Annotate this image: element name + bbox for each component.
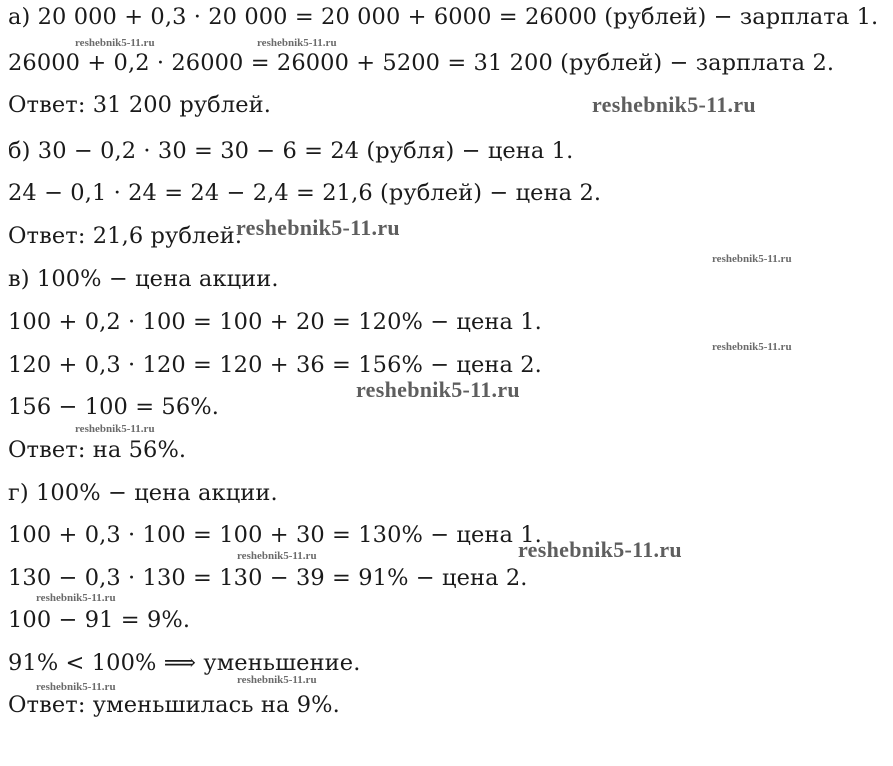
solution-line-v4: 156 − 100 = 56%. — [8, 394, 219, 420]
solution-line-b1: б) 30 − 0,2 · 30 = 30 − 6 = 24 (рубля) − цена 1. — [8, 138, 574, 164]
solution-line-g4: 100 − 91 = 9%. — [8, 607, 191, 633]
watermark: reshebnik5-11.ru — [236, 215, 400, 240]
watermark: reshebnik5-11.ru — [518, 537, 682, 562]
solution-line-g3: 130 − 0,3 · 130 = 130 − 39 = 91% − цена 2. — [8, 565, 528, 591]
solution-line-g1: г) 100% − цена акции. — [8, 480, 278, 506]
answer-a: Ответ: 31 200 рублей. — [8, 92, 271, 118]
solution-line-b2: 24 − 0,1 · 24 = 24 − 2,4 = 21,6 (рублей) − цена 2. — [8, 180, 602, 206]
solution-line-v2: 100 + 0,2 · 100 = 100 + 20 = 120% − цена 1. — [8, 309, 542, 335]
watermark: reshebnik5-11.ru — [712, 253, 792, 265]
watermark: reshebnik5-11.ru — [75, 423, 155, 435]
solution-line-g2: 100 + 0,3 · 100 = 100 + 30 = 130% − цена 1. — [8, 522, 542, 548]
watermark: reshebnik5-11.ru — [237, 674, 317, 686]
watermark: reshebnik5-11.ru — [237, 550, 317, 562]
solution-line-v1: в) 100% − цена акции. — [8, 266, 279, 292]
watermark: reshebnik5-11.ru — [36, 592, 116, 604]
answer-v: Ответ: на 56%. — [8, 437, 187, 463]
watermark: reshebnik5-11.ru — [257, 37, 337, 49]
watermark: reshebnik5-11.ru — [712, 341, 792, 353]
answer-g: Ответ: уменьшилась на 9%. — [8, 692, 340, 718]
solution-line-g5: 91% < 100% ⟹ уменьшение. — [8, 650, 361, 676]
watermark: reshebnik5-11.ru — [592, 92, 756, 117]
solution-line-a1: а) 20 000 + 0,3 · 20 000 = 20 000 + 6000 = 26000 (рублей) − зарплата 1. — [8, 4, 879, 30]
watermark: reshebnik5-11.ru — [75, 37, 155, 49]
answer-b: Ответ: 21,6 рублей. — [8, 223, 243, 249]
watermark: reshebnik5-11.ru — [356, 377, 520, 402]
watermark: reshebnik5-11.ru — [36, 681, 116, 693]
solution-line-v3: 120 + 0,3 · 120 = 120 + 36 = 156% − цена 2. — [8, 352, 542, 378]
solution-line-a2: 26000 + 0,2 · 26000 = 26000 + 5200 = 31 200 (рублей) − зарплата 2. — [8, 50, 835, 76]
